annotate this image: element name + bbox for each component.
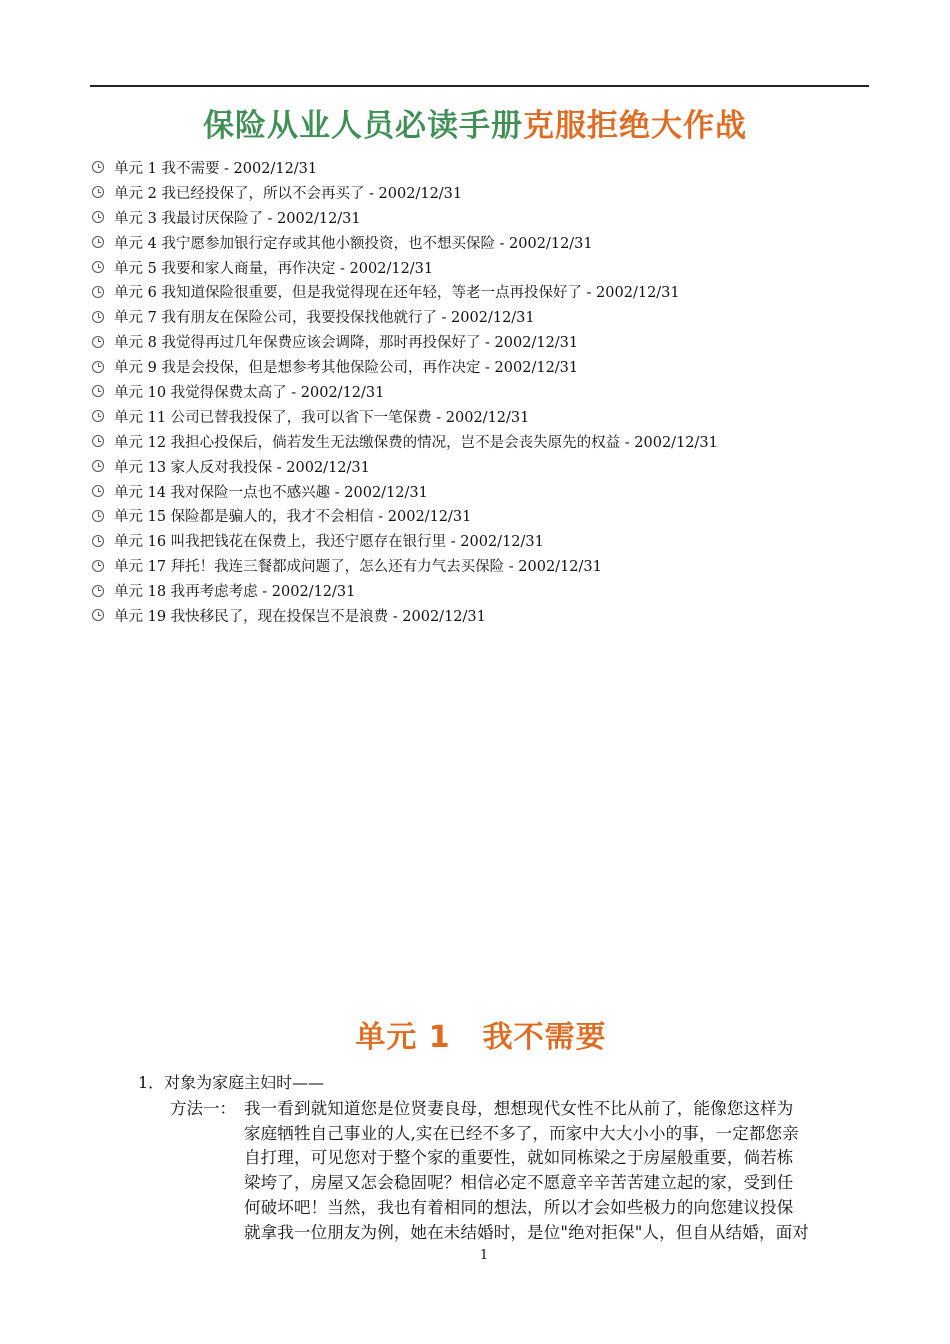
paragraph-line: 就拿我一位朋友为例，她在未结婚时，是位"绝对拒保"人，但自从结婚，面对 xyxy=(244,1223,809,1242)
clock-icon xyxy=(92,311,104,323)
toc-item-label: 单元 16 叫我把钱花在保费上，我还宁愿存在银行里 - 2002/12/31 xyxy=(114,534,544,551)
toc-item-label: 单元 13 家人反对我投保 - 2002/12/31 xyxy=(114,459,370,476)
toc-item-label: 单元 2 我已经投保了，所以不会再买了 - 2002/12/31 xyxy=(114,185,463,202)
toc-item[interactable] xyxy=(92,553,892,578)
toc-item[interactable] xyxy=(92,603,892,628)
paragraph-line: 自打理，可见您对于整个家的重要性，就如同栋梁之于房屋般重要，倘若栋 xyxy=(244,1148,794,1167)
list-item-heading: 1．对象为家庭主妇时—— xyxy=(138,1073,325,1092)
toc-item[interactable] xyxy=(92,578,892,603)
toc-item-label: 单元 18 我再考虑考虑 - 2002/12/31 xyxy=(114,584,356,601)
toc-item[interactable] xyxy=(92,255,892,280)
clock-icon xyxy=(92,560,104,572)
title-part-orange: 克服拒绝大作战 xyxy=(523,108,747,144)
toc-item[interactable] xyxy=(92,180,892,205)
table-of-contents xyxy=(92,155,892,628)
clock-icon xyxy=(92,385,104,397)
toc-item[interactable] xyxy=(92,205,892,230)
section-heading-text: 我不需要 xyxy=(482,1020,607,1055)
clock-icon xyxy=(92,410,104,422)
toc-item-label: 单元 12 我担心投保后，倘若发生无法缴保费的情况，岂不是会丧失原先的权益 - 2002/12/31 xyxy=(114,434,718,451)
toc-item-label: 单元 10 我觉得保费太高了 - 2002/12/31 xyxy=(114,384,385,401)
clock-icon xyxy=(92,535,104,547)
document-title xyxy=(0,100,950,145)
toc-item[interactable] xyxy=(92,230,892,255)
paragraph-line: 家庭牺牲自己事业的人,实在已经不多了，而家中大大小小的事，一定都您亲 xyxy=(244,1124,799,1143)
toc-item-label: 单元 8 我觉得再过几年保费应该会调降，那时再投保好了 - 2002/12/31 xyxy=(114,335,579,352)
clock-icon xyxy=(92,186,104,198)
paragraph-line: 何破坏吧！当然，我也有着相同的想法，所以才会如些极力的向您建议投保 xyxy=(244,1198,794,1217)
clock-icon xyxy=(92,236,104,248)
toc-item[interactable] xyxy=(92,379,892,404)
toc-item-label: 单元 11 公司已替我投保了，我可以省下一笔保费 - 2002/12/31 xyxy=(114,409,530,426)
clock-icon xyxy=(92,286,104,298)
paragraph-line: 我一看到就知道您是位贤妻良母，想想现代女性不比从前了，能像您这样为 xyxy=(244,1099,794,1118)
toc-item-label: 单元 1 我不需要 - 2002/12/31 xyxy=(114,160,318,177)
clock-icon xyxy=(92,361,104,373)
toc-item[interactable] xyxy=(92,503,892,528)
section-heading xyxy=(0,1012,950,1056)
toc-item-label: 单元 5 我要和家人商量，再作决定 - 2002/12/31 xyxy=(114,260,434,277)
toc-item-label: 单元 9 我是会投保，但是想参考其他保险公司，再作决定 - 2002/12/31 xyxy=(114,360,579,377)
toc-item[interactable] xyxy=(92,329,892,354)
clock-icon xyxy=(92,585,104,597)
method-label: 方法一： xyxy=(170,1099,236,1118)
clock-icon xyxy=(92,261,104,273)
clock-icon xyxy=(92,609,104,621)
clock-icon xyxy=(92,161,104,173)
toc-item[interactable] xyxy=(92,528,892,553)
toc-item[interactable] xyxy=(92,304,892,329)
clock-icon xyxy=(92,460,104,472)
toc-item[interactable] xyxy=(92,354,892,379)
toc-item-label: 单元 15 保险都是骗人的，我才不会相信 - 2002/12/31 xyxy=(114,509,472,526)
clock-icon xyxy=(92,485,104,497)
toc-item[interactable] xyxy=(92,279,892,304)
clock-icon xyxy=(92,435,104,447)
toc-item-label: 单元 6 我知道保险很重要，但是我觉得现在还年轻，等老一点再投保好了 - 2002/12/31 xyxy=(114,285,680,302)
page-number: 1 xyxy=(479,1248,489,1263)
clock-icon xyxy=(92,211,104,223)
title-part-green: 保险从业人员必读手册 xyxy=(203,108,523,144)
toc-item-label: 单元 14 我对保险一点也不感兴趣 - 2002/12/31 xyxy=(114,484,428,501)
toc-item-label: 单元 3 我最讨厌保险了 - 2002/12/31 xyxy=(114,210,361,227)
clock-icon xyxy=(92,336,104,348)
toc-item[interactable] xyxy=(92,404,892,429)
toc-item[interactable] xyxy=(92,429,892,454)
paragraph-line: 梁垮了，房屋又怎会稳固呢？相信必定不愿意辛辛苦苦建立起的家，受到任 xyxy=(244,1173,794,1192)
toc-item[interactable] xyxy=(92,454,892,479)
header-rule xyxy=(90,85,869,87)
toc-item-label: 单元 4 我宁愿参加银行定存或其他小额投资，也不想买保险 - 2002/12/31 xyxy=(114,235,593,252)
toc-item[interactable] xyxy=(92,479,892,504)
toc-item-label: 单元 7 我有朋友在保险公司，我要投保找他就行了 - 2002/12/31 xyxy=(114,310,535,327)
toc-item[interactable] xyxy=(92,155,892,180)
section-heading-unit: 单元 1 xyxy=(355,1020,451,1055)
clock-icon xyxy=(92,510,104,522)
toc-item-label: 单元 17 拜托！我连三餐都成问题了，怎么还有力气去买保险 - 2002/12/31 xyxy=(114,559,602,576)
toc-item-label: 单元 19 我快移民了，现在投保岂不是浪费 - 2002/12/31 xyxy=(114,608,486,625)
